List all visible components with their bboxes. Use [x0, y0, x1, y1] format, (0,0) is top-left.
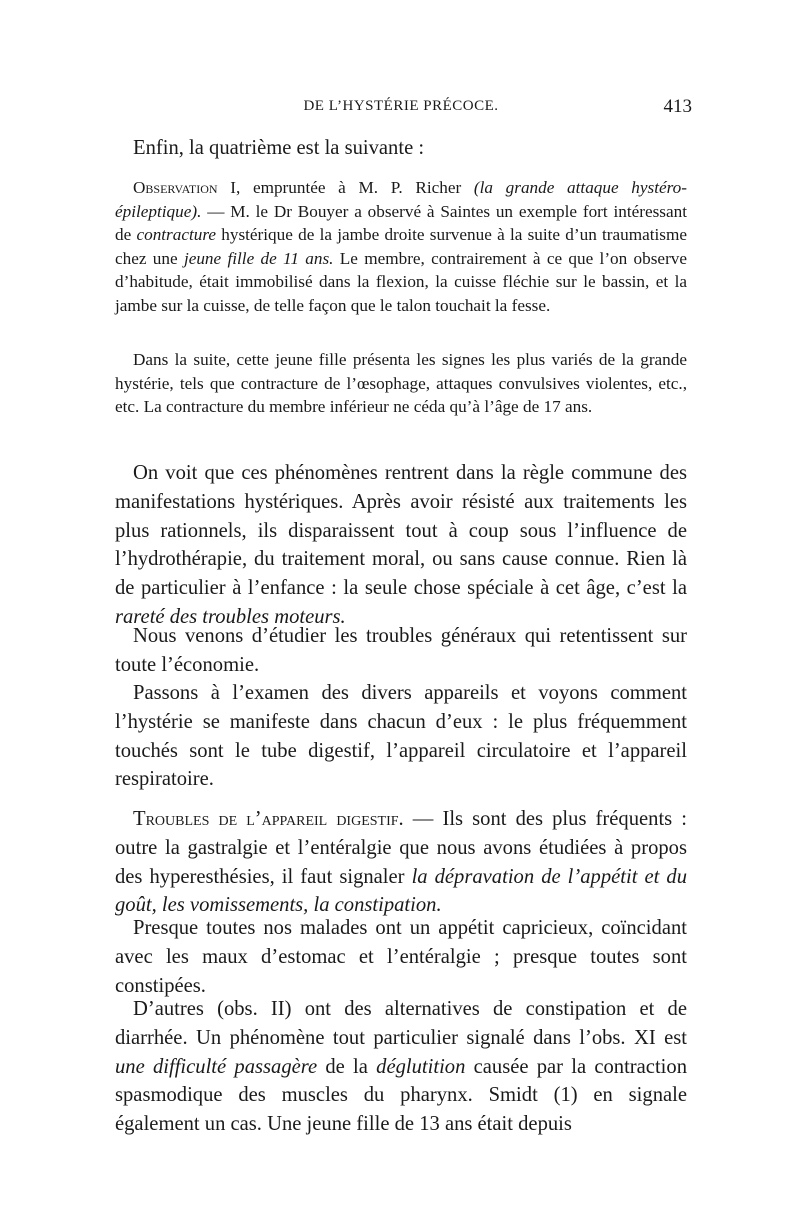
- observation-paragraph: [115, 176, 687, 318]
- observation-text-a: — M. le Dr Bouyer a observé à Saintes un exemple fort intéressant de: [115, 201, 687, 245]
- observation-text-c: hystérique de la jambe droite survenue à la suite d’un traumatisme chez une: [115, 225, 687, 268]
- paragraph-5-italic-d: déglutition: [376, 1055, 466, 1078]
- page-header: [110, 96, 692, 122]
- paragraph-5-text-e: causée par la contraction spasmodique des muscles du pharynx. Smidt (1) en signale également un cas. Une jeune fille de 13 ans était depuis: [115, 1055, 687, 1136]
- observation-italic-d: jeune fille de 11 ans.: [183, 248, 334, 268]
- paragraph-5-italic-b: une difficulté passagère: [115, 1055, 318, 1078]
- observation-text-e: Le membre, contrairement à ce que l’on observe d’habitude, était immobilisé dans la flexion, la cuisse fléchie sur le bassin, et la jambe sur la cuisse, de telle façon que le talon touchait la fesse.: [115, 248, 688, 315]
- paragraph-1-italic: rareté des troubles moteurs.: [115, 605, 346, 628]
- section-paragraph: [115, 805, 687, 920]
- observation-citation: (la grande attaque hystéro-épileptique).: [115, 178, 687, 221]
- paragraph-5: [115, 995, 687, 1139]
- intro-line: Enfin, la quatrième est la suivante :: [133, 137, 425, 159]
- observation-label: Observation I,: [133, 178, 241, 197]
- paragraph-4: Presque toutes nos malades ont un appétit capricieux, coïncidant avec les maux d’estomac et l’entéralgie ; presque toutes sont constipées.: [115, 917, 687, 997]
- section-heading: Troubles de l’appareil digestif.: [133, 808, 404, 830]
- paragraph-2: Nous venons d’étudier les troubles généraux qui retentissent sur toute l’économie.: [115, 625, 687, 676]
- observation-paragraph-2: Dans la suite, cette jeune fille présenta les signes les plus variés de la grande hystérie, tels que contracture de l’œsophage, attaques convulsives violentes, etc., etc. La contracture du membre inférieur ne céda qu’à l’âge de 17 ans.: [115, 350, 687, 417]
- paragraph-5-text-a: D’autres (obs. II) ont des alternatives de constipation et de diarrhée. Un phénomène tout particulier signalé dans l’obs. XI est: [115, 998, 687, 1049]
- paragraph-1: [115, 459, 687, 632]
- observation-italic-b: contracture: [136, 225, 217, 245]
- page-number: 413: [663, 96, 692, 117]
- observation-source: empruntée à M. P. Richer: [240, 178, 474, 197]
- running-head: DE L’HYSTÉRIE PRÉCOCE.: [303, 98, 499, 114]
- paragraph-1-text: On voit que ces phénomènes rentrent dans la règle commune des manifestations hystériques. Après avoir résisté aux traitements les plus rationnels, ils disparaissent tout à coup sous l’influence de l’hydrothérapie, du traitement moral, ou sans cause connue. Rien là de particulier à l’enfance : la seule chose spéciale à cet âge, c’est la: [115, 462, 687, 600]
- paragraph-3: Passons à l’examen des divers appareils et voyons comment l’hystérie se manifeste dans chacun d’eux : le plus fréquemment touchés sont le tube digestif, l’appareil circulatoire et l’appareil respiratoire.: [115, 682, 687, 791]
- section-italic-b: la dépravation de l’appétit et du goût, les vomissements, la constipation.: [115, 865, 687, 917]
- paragraph-5-text-c: de la: [317, 1055, 377, 1078]
- section-text-a: — Ils sont des plus fréquents : outre la gastralgie et l’entéralgie que nous avons étudiées à propos des hyperesthésies, il faut signaler: [115, 808, 687, 888]
